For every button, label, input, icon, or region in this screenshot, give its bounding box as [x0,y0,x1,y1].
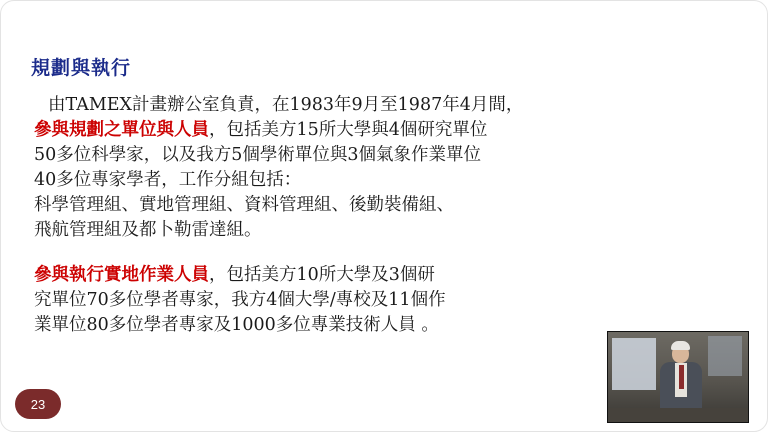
body-line [34,168,734,193]
body-line [34,143,734,168]
body-text: 由TAMEX計畫辦公室負責，在1983年9月至1987年4月間， [48,95,524,115]
presenter-tie [679,365,684,389]
presenter-video-thumbnail[interactable] [607,331,749,423]
body-text: 飛航管理組及都卜勒雷達組。 [34,220,262,240]
body-line [34,93,734,118]
presenter-hair [671,341,690,350]
body-text: 業單位80多位學者專家及1000多位專業技術人員 。 [34,315,439,335]
highlight-term: 參與規劃之單位與人員 [34,120,209,140]
projection-screen [612,338,656,390]
body-line [34,118,734,143]
page-number-badge: 23 [15,389,61,419]
body-text: ，包括美方15所大學與4個研究單位 [209,120,488,140]
body-text: 究單位70多位學者專家，我方4個大學/專校及11個作 [34,290,446,310]
body-text: 科學管理組、實地管理組、資料管理組、後勤裝備組、 [34,195,454,215]
body-line [34,288,734,313]
body-line [34,218,734,243]
paragraph-gap [34,243,734,263]
highlight-term: 參與執行實地作業人員 [34,265,209,285]
side-panel [708,336,742,376]
body-line [34,193,734,218]
body-line [34,263,734,288]
slide-title: 規劃與執行 [31,57,132,79]
body-text: 50多位科學家，以及我方5個學術單位與3個氣象作業單位 [34,145,482,165]
video-floor [608,408,748,422]
body-text: ，包括美方10所大學及3個研 [209,265,435,285]
body-text: 40多位專家學者，工作分組包括： [34,170,302,190]
slide-body [34,93,734,338]
